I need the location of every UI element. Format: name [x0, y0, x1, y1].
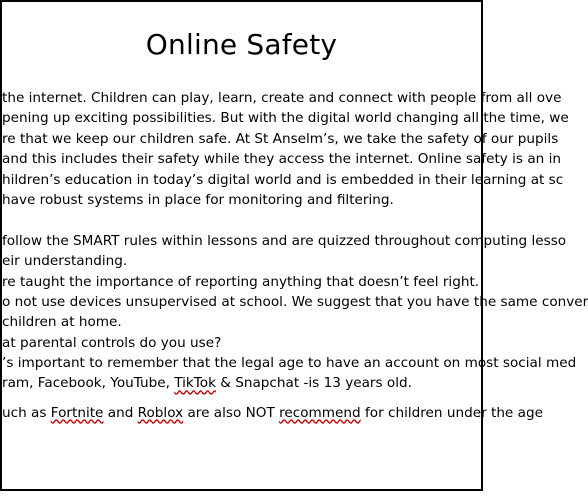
roblox-word: Roblox: [137, 404, 184, 421]
document-body: [2, 90, 588, 425]
point-line: o not use devices unsupervised at school. We suggest that you have the same conver: [2, 293, 588, 310]
point-line: children at home.: [2, 314, 122, 331]
point-line: eir understanding.: [2, 253, 128, 270]
point-line: follow the SMART rules within lessons and are quizzed throughout computing lesso: [2, 232, 567, 249]
point-line: re taught the importance of reporting anything that doesn’t feel right.: [2, 273, 480, 290]
games-text: are also NOT: [183, 404, 280, 421]
paragraph-gap: [2, 396, 480, 405]
intro-line: and this includes their safety while they access the internet. Online safety is an in: [2, 151, 561, 168]
point-line: ’s important to remember that the legal age to have an account on most social med: [2, 355, 577, 372]
fortnite-word: Fortnite: [50, 404, 104, 421]
intro-line: hildren’s education in today’s digital world and is embedded in their learning at sc: [2, 171, 564, 188]
games-text: and: [103, 404, 138, 421]
social-media-text: & Snapchat -is 13 years old.: [215, 375, 412, 392]
recommend-word: recommend: [279, 404, 361, 421]
social-media-text: ram, Facebook, YouTube,: [2, 375, 175, 392]
social-media-line: [2, 375, 480, 395]
page-title: Online Safety: [145, 28, 338, 61]
intro-line: have robust systems in place for monitoring and filtering.: [2, 191, 394, 208]
tiktok-word: TikTok: [174, 375, 216, 392]
games-text: uch as: [2, 404, 51, 421]
intro-line: re that we keep our children safe. At St Anselm’s, we take the safety of our pupils: [2, 130, 559, 147]
intro-line: the internet. Children can play, learn, create and connect with people from all ove: [2, 90, 562, 106]
point-line: at parental controls do you use?: [2, 334, 222, 351]
games-text: for children under the age: [360, 404, 543, 421]
paragraph-gap: [2, 212, 480, 232]
intro-line: pening up exciting possibilities. But with the digital world changing all the time, we: [2, 110, 569, 127]
games-line: [2, 404, 543, 425]
